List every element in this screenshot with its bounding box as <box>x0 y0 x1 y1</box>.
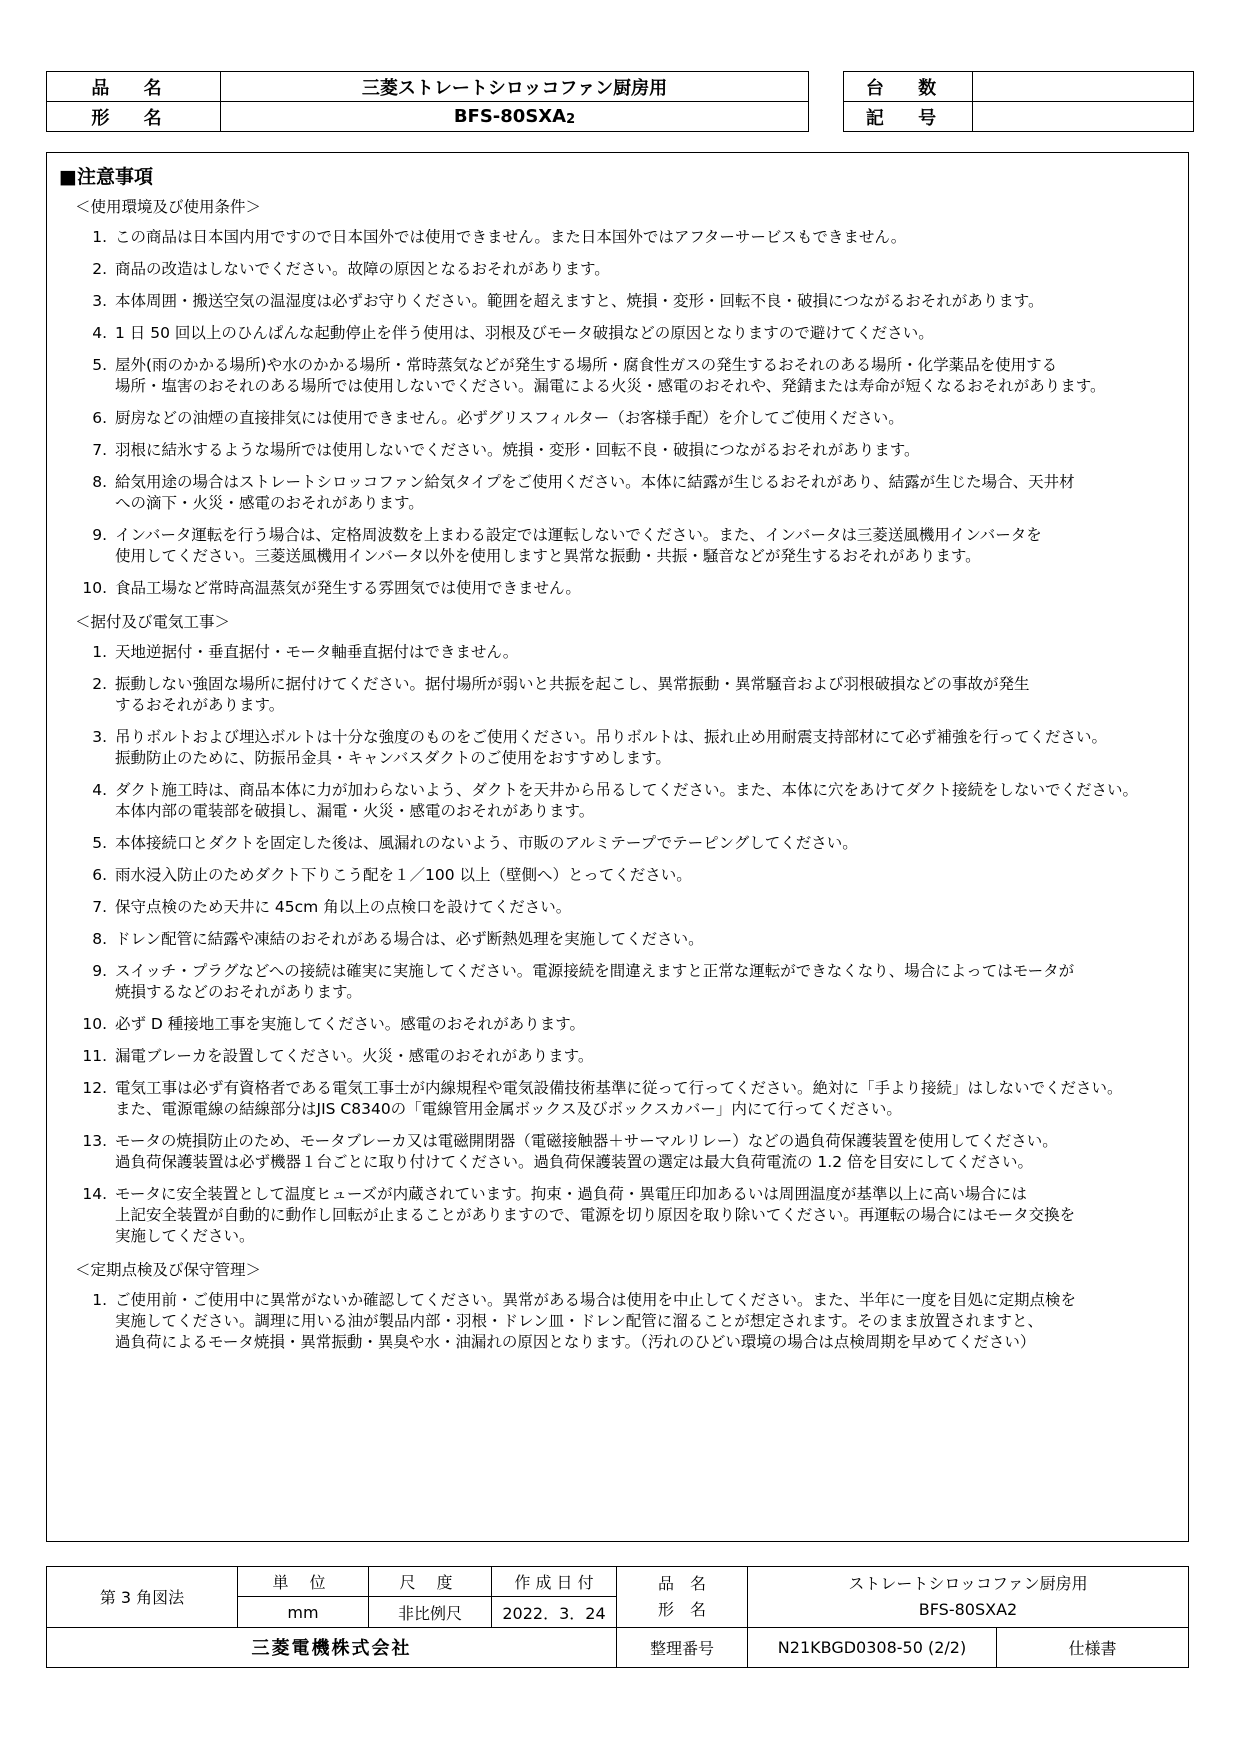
unit-value: mm <box>238 1597 369 1627</box>
katamei-value-cell <box>221 102 809 132</box>
note-line: スイッチ・プラグなどへの接続は確実に実施してください。電源接続を間違えますと正常な運転ができなくなり、場合によってはモータが <box>115 962 1075 980</box>
note-text <box>107 1078 1175 1120</box>
scale-label: 尺 度 <box>369 1567 492 1597</box>
scale-value: 非比例尺 <box>369 1597 492 1627</box>
note-text <box>107 355 1175 397</box>
note-text <box>107 897 1175 918</box>
note-item <box>47 642 1188 663</box>
note-number: 12. <box>82 1079 107 1097</box>
note-number: 3. <box>92 292 107 310</box>
date-value: 2022．3．24 <box>492 1597 617 1627</box>
hinmei-value: 三菱ストレートシロッコファン厨房用 <box>221 72 809 102</box>
note-number: 4. <box>92 324 107 342</box>
note-text <box>107 1046 1175 1067</box>
note-text <box>107 472 1175 514</box>
note-text <box>107 291 1175 312</box>
unit-label: 単 位 <box>238 1567 369 1597</box>
note-line: 過負荷によるモータ焼損・異常振動・異臭や水・油漏れの原因となります。（汚れのひどい環境の場合は点検周期を早めてください） <box>115 1333 1036 1351</box>
note-line: 必ず D 種接地工事を実施してください。感電のおそれがあります。 <box>115 1015 586 1033</box>
note-item <box>47 780 1188 822</box>
note-text <box>107 1290 1175 1353</box>
note-line: 漏電ブレーカを設置してください。火災・感電のおそれがあります。 <box>115 1047 594 1065</box>
note-number: 10. <box>82 579 107 597</box>
note-item <box>47 865 1188 886</box>
note-line: への滴下・火災・感電のおそれがあります。 <box>115 494 424 512</box>
seiri-value: N21KBGD0308-50 (2/2) <box>748 1627 997 1667</box>
projection-method: 第 3 角図法 <box>47 1567 238 1628</box>
note-line: 1 日 50 回以上のひんぱんな起動停止を伴う使用は、羽根及びモータ破損などの原因となりますので避けてください。 <box>115 324 934 342</box>
note-number: 13. <box>82 1132 107 1150</box>
note-number: 11. <box>82 1047 107 1065</box>
note-item <box>47 525 1188 567</box>
note-text <box>107 1014 1175 1035</box>
note-item <box>47 440 1188 461</box>
note-number: 3. <box>92 728 107 746</box>
header-count-table <box>843 71 1194 132</box>
note-number: 4. <box>92 781 107 799</box>
note-item <box>47 897 1188 918</box>
note-text <box>107 780 1175 822</box>
note-line: インバータ運転を行う場合は、定格周波数を上まわる設定では運転しないでください。また、インバータは三菱送風機用インバータを <box>115 526 1042 544</box>
note-item <box>47 578 1188 599</box>
note-text <box>107 642 1175 663</box>
note-item <box>47 259 1188 280</box>
header-product-table <box>46 71 809 132</box>
daisu-label: 台 数 <box>844 72 973 102</box>
note-line: 実施してください。調理に用いる油が製品内部・羽根・ドレン皿・ドレン配管に溜ることが想定されます。そのまま放置されますと、 <box>115 1312 1043 1330</box>
note-item <box>47 472 1188 514</box>
note-line: 保守点検のため天井に 45cm 角以上の点検口を設けてください。 <box>115 898 572 916</box>
note-text <box>107 961 1175 1003</box>
daisu-value <box>973 72 1194 102</box>
note-line: 電気工事は必ず有資格者である電気工事士が内線規程や電気設備技術基準に従って行ってください。絶対に「手より接続」はしないでください。 <box>115 1079 1123 1097</box>
date-label: 作 成 日 付 <box>492 1567 617 1597</box>
note-text <box>107 674 1175 716</box>
note-line: 給気用途の場合はストレートシロッコファン給気タイプをご使用ください。本体に結露が生じるおそれがあり、結露が生じた場合、天井材 <box>115 473 1075 491</box>
section-title: ＜定期点検及び保守管理＞ <box>75 1261 262 1279</box>
note-line: 商品の改造はしないでください。故障の原因となるおそれがあります。 <box>115 260 610 278</box>
note-line: 屋外(雨のかかる場所)や水のかかる場所・常時蒸気などが発生する場所・腐食性ガスの発生するおそれのある場所・化学薬品を使用する <box>115 356 1058 374</box>
note-item <box>47 961 1188 1003</box>
note-line: 振動しない強固な場所に据付けてください。据付場所が弱いと共振を起こし、異常振動・異常騒音および羽根破損などの事故が発生 <box>115 675 1030 693</box>
note-line: 厨房などの油煙の直接排気には使用できません。必ずグリスフィルター（お客様手配）を介してご使用ください。 <box>115 409 904 427</box>
note-line: ドレン配管に結露や凍結のおそれがある場合は、必ず断熱処理を実施してください。 <box>115 930 704 948</box>
note-line: モータの焼損防止のため、モータブレーカ又は電磁開閉器（電磁接触器＋サーマルリレー）などの過負荷保護装置を使用してください。 <box>115 1132 1058 1150</box>
note-number: 14. <box>82 1185 107 1203</box>
note-text <box>107 1131 1175 1173</box>
note-line: 振動防止のために、防振吊金具・キャンバスダクトのご使用をおすすめします。 <box>115 749 671 767</box>
note-text <box>107 525 1175 567</box>
note-item <box>47 355 1188 397</box>
note-number: 1. <box>92 643 107 661</box>
note-line: 吊りボルトおよび埋込ボルトは十分な強度のものをご使用ください。吊りボルトは、振れ止め用耐震支持部材にて必ず補強を行ってください。 <box>115 728 1108 746</box>
note-item <box>47 323 1188 344</box>
note-line: 本体内部の電装部を破損し、漏電・火災・感電のおそれがあります。 <box>115 802 595 820</box>
katamei-suffix: 2 <box>566 112 576 127</box>
katamei-value: BFS-80SXA <box>453 106 567 127</box>
note-line: 本体周囲・搬送空気の温湿度は必ずお守りください。範囲を超えますと、焼損・変形・回転不良・破損につながるおそれがあります。 <box>115 292 1044 310</box>
notes-title: ■注意事項 <box>59 166 153 188</box>
note-line: 焼損するなどのおそれがあります。 <box>115 983 362 1001</box>
note-text <box>107 408 1175 429</box>
note-line: 食品工場など常時高温蒸気が発生する雰囲気では使用できません。 <box>115 579 581 597</box>
note-text <box>107 323 1175 344</box>
note-line: するおそれがあります。 <box>115 696 285 714</box>
note-line: 上記安全装置が自動的に動作し回転が止まることがありますので、電源を切り原因を取り除いてください。再運転の場合にはモータ交換を <box>115 1206 1076 1224</box>
note-line: また、電源電線の結線部分はJIS C8340の「電線管用金属ボックス及びボックスカバー」内にて行ってください。 <box>115 1100 902 1118</box>
footer-product-name: ストレートシロッコファン厨房用 <box>848 1573 1088 1593</box>
note-line: 過負荷保護装置は必ず機器１台ごとに取り付けてください。過負荷保護装置の選定は最大負荷電流の 1.2 倍を目安にしてください。 <box>115 1153 1034 1171</box>
kigou-value <box>973 102 1194 132</box>
note-line: ダクト施工時は、商品本体に力が加わらないよう、ダクトを天井から吊るしてください。また、本体に穴をあけてダクト接続をしないでください。 <box>115 781 1139 799</box>
note-item <box>47 1131 1188 1173</box>
note-line: ご使用前・ご使用中に異常がないか確認してください。異常がある場合は使用を中止してください。また、半年に一度を目処に定期点検を <box>115 1291 1077 1309</box>
note-number: 9. <box>92 962 107 980</box>
note-text <box>107 227 1175 248</box>
note-line: 天地逆据付・垂直据付・モータ軸垂直据付はできません。 <box>115 643 519 661</box>
note-line: 本体接続口とダクトを固定した後は、風漏れのないよう、市販のアルミテープでテーピングしてください。 <box>115 834 858 852</box>
note-number: 7. <box>92 898 107 916</box>
note-number: 7. <box>92 441 107 459</box>
kigou-label: 記 号 <box>844 102 973 132</box>
note-number: 6. <box>92 866 107 884</box>
note-number: 5. <box>92 834 107 852</box>
note-text <box>107 929 1175 950</box>
note-line: 場所・塩害のおそれのある場所では使用しないでください。漏電による火災・感電のおそれや、発錆または寿命が短くなるおそれがあります。 <box>115 377 1106 395</box>
section-title: ＜据付及び電気工事＞ <box>75 613 231 631</box>
note-line: モータに安全装置として温度ヒューズが内蔵されています。拘束・過負荷・異電圧印加あるいは周囲温度が基準以上に高い場合には <box>115 1185 1027 1203</box>
note-line: 羽根に結氷するような場所では使用しないでください。焼損・変形・回転不良・破損につながるおそれがあります。 <box>115 441 920 459</box>
note-number: 6. <box>92 409 107 427</box>
note-number: 10. <box>82 1015 107 1033</box>
note-number: 5. <box>92 356 107 374</box>
notes-body <box>47 197 1188 1366</box>
note-text <box>107 865 1175 886</box>
note-line: この商品は日本国内用ですので日本国外では使用できません。また日本国外ではアフターサービスもできません。 <box>115 228 907 246</box>
note-line: 使用してください。三菱送風機用インバータ以外を使用しますと異常な振動・共振・騒音などが発生するおそれがあります。 <box>115 547 981 565</box>
note-item <box>47 727 1188 769</box>
note-item <box>47 674 1188 716</box>
note-item <box>47 408 1188 429</box>
note-text <box>107 440 1175 461</box>
footer-product-model: BFS-80SXA2 <box>918 1599 1018 1619</box>
note-number: 2. <box>92 675 107 693</box>
note-number: 9. <box>92 526 107 544</box>
note-item <box>47 291 1188 312</box>
note-item <box>47 1184 1188 1247</box>
note-item <box>47 227 1188 248</box>
note-number: 1. <box>92 228 107 246</box>
note-number: 1. <box>92 1291 107 1309</box>
note-text <box>107 578 1175 599</box>
katamei-label: 形 名 <box>47 102 221 132</box>
note-line: 実施してください。 <box>115 1227 255 1245</box>
note-item <box>47 833 1188 854</box>
hinmei-label: 品 名 <box>47 72 221 102</box>
footer-katamei-label: 形 名 <box>657 1599 706 1619</box>
footer-hinmei-label: 品 名 <box>657 1573 706 1593</box>
title-block <box>46 1566 1189 1668</box>
note-line: 雨水浸入防止のためダクト下りこう配を１／100 以上（壁側へ）とってください。 <box>115 866 692 884</box>
company-name: 三菱電機株式会社 <box>47 1627 617 1667</box>
note-number: 8. <box>92 473 107 491</box>
note-item <box>47 929 1188 950</box>
note-text <box>107 1184 1175 1247</box>
note-item <box>47 1014 1188 1035</box>
note-number: 8. <box>92 930 107 948</box>
note-text <box>107 833 1175 854</box>
note-text <box>107 259 1175 280</box>
note-item <box>47 1046 1188 1067</box>
doc-type: 仕様書 <box>997 1627 1189 1667</box>
note-text <box>107 727 1175 769</box>
note-number: 2. <box>92 260 107 278</box>
note-item <box>47 1078 1188 1120</box>
product-labels-cell <box>617 1567 748 1628</box>
seiri-label: 整理番号 <box>617 1627 748 1667</box>
notes-box <box>46 152 1189 1542</box>
product-values-cell <box>748 1567 1189 1628</box>
note-item <box>47 1290 1188 1353</box>
section-title: ＜使用環境及び使用条件＞ <box>75 198 262 216</box>
